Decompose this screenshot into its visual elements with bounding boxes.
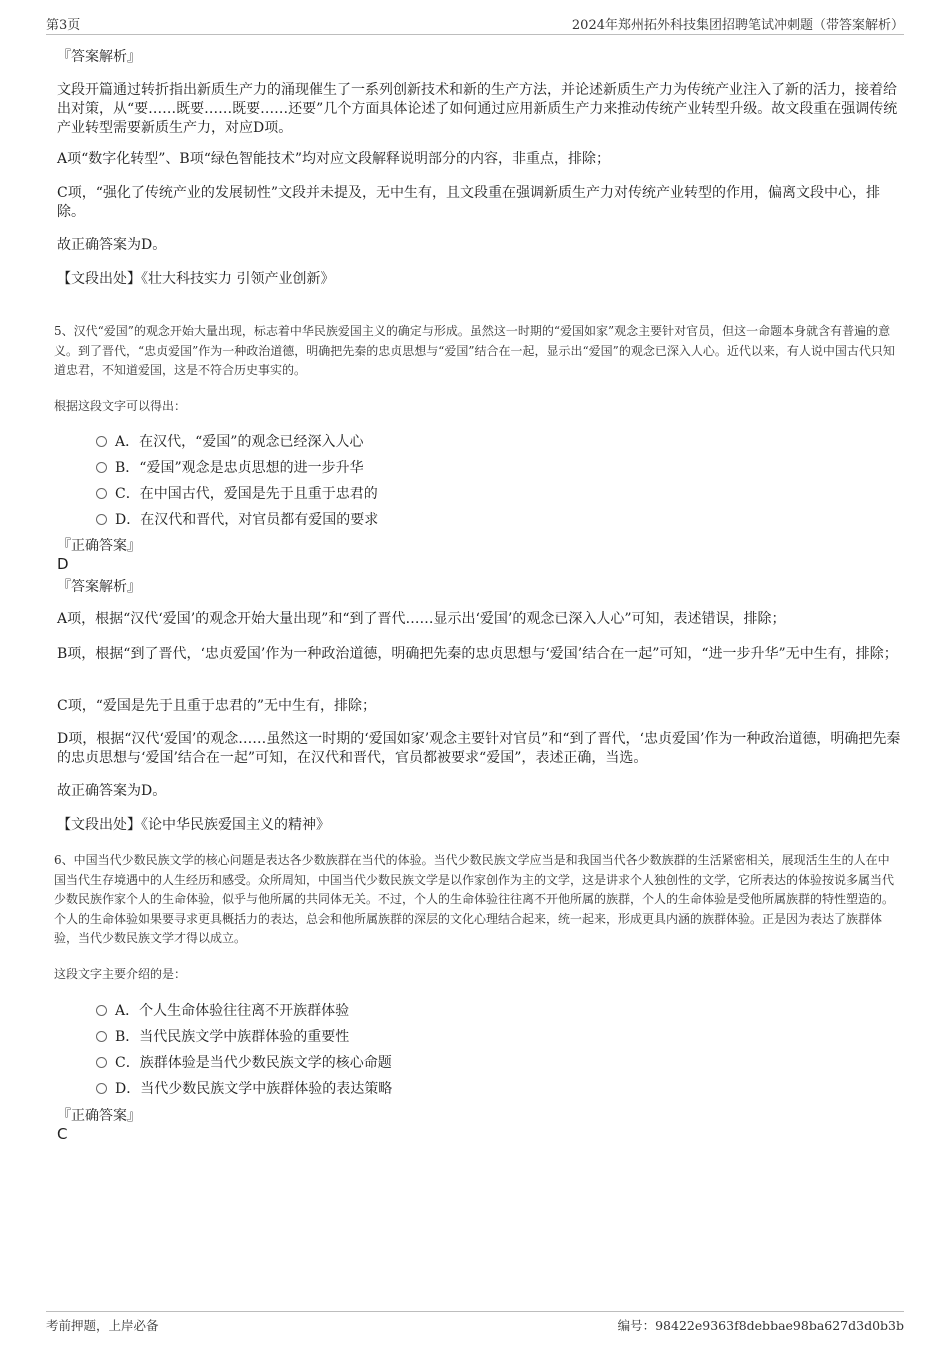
option-letter: A．	[115, 1003, 140, 1019]
answer-conclusion: 故正确答案为D。	[57, 783, 167, 799]
question-prompt: 这段文字主要介绍的是：	[54, 967, 187, 981]
option-b[interactable]	[96, 457, 364, 477]
document-code: 编号：98422e9363f8debbae98ba627d3d0b3b	[617, 1318, 904, 1333]
analysis-paragraph: C项，“强化了传统产业的发展韧性”文段并未提及，无中生有，且文段重在强调新质生产力对传统产业转型的作用，偏离文段中心，排除。	[57, 185, 881, 220]
question-stem: 5、汉代“爱国”的观念开始大量出现，标志着中华民族爱国主义的确定与形成。虽然这一时期的“爱国如家”观念主要针对官员，但这一命题本身就含有普遍的意义。到了晋代，“忠贞爱国”作为一种政治道德，明确把先秦的忠贞思想与“爱国”结合在一起，显示出“爱国”的观念已深入人心。近代以来，有人说中国古代只知道忠君，不知道爱国，这是不符合历史事实的。	[54, 324, 895, 377]
option-letter: B．	[115, 1029, 140, 1045]
correct-answer-label: 『正确答案』	[57, 538, 141, 554]
page-header	[46, 12, 904, 35]
option-text: 当代少数民族文学中族群体验的表达策略	[140, 1081, 393, 1097]
option-b[interactable]	[96, 1026, 349, 1046]
analysis-paragraph: B项，根据“到了晋代，‘忠贞爱国’作为一种政治道德，明确把先秦的忠贞思想与‘爱国’结合在一起”可知，“进一步升华”无中生有，排除；	[57, 646, 898, 662]
radio-icon[interactable]	[96, 514, 107, 525]
option-c[interactable]	[96, 483, 378, 503]
radio-icon[interactable]	[96, 1005, 107, 1016]
question-prompt: 根据这段文字可以得出：	[54, 399, 187, 413]
option-d[interactable]	[96, 1078, 392, 1098]
radio-icon[interactable]	[96, 1083, 107, 1094]
option-text: 在汉代，“爱国”的观念已经深入人心	[139, 434, 364, 450]
option-a[interactable]	[96, 431, 363, 451]
analysis-paragraph: D项，根据“汉代‘爱国’的观念……虽然这一时期的‘爱国如家’观念主要针对官员”和“到了晋代，‘忠贞爱国’作为一种政治道德，明确把先秦的忠贞思想与‘爱国’结合在一起”可知，在汉代和晋代，官员都被要求“爱国”，表述正确，当选。	[57, 731, 901, 766]
analysis-paragraph: 文段开篇通过转折指出新质生产力的涌现催生了一系列创新技术和新的生产方法，并论述新质生产力为传统产业注入了新的活力，接着给出对策，从“要……既要……既要……还要”几个方面具体论述了如何通过应用新质生产力来推动传统产业转型升级。故文段重在强调传统产业转型需要新质生产力，对应D项。	[57, 82, 898, 136]
answer-conclusion: 故正确答案为D。	[57, 237, 167, 253]
option-letter: D．	[115, 512, 141, 528]
analysis-paragraph: A项，根据“汉代‘爱国’的观念开始大量出现”和“到了晋代……显示出‘爱国’的观念已深入人心”可知，表述错误，排除；	[57, 611, 786, 627]
option-c[interactable]	[96, 1052, 392, 1072]
option-text: 个人生命体验往往离不开族群体验	[139, 1003, 350, 1019]
radio-icon[interactable]	[96, 462, 107, 473]
radio-icon[interactable]	[96, 1057, 107, 1068]
option-letter: B．	[115, 460, 140, 476]
option-letter: C．	[115, 486, 140, 502]
option-text: 在汉代和晋代，对官员都有爱国的要求	[140, 512, 379, 528]
question-stem: 6、中国当代少数民族文学的核心问题是表达各少数族群在当代的体验。当代少数民族文学应当是和我国当代各少数族群的生活紧密相关，展现活生生的人在中国当代生存境遇中的人生经历和感受。众所周知，中国当代少数民族文学是以作家创作为主的文学，这是讲求个人独创性的文学，它所表达的体验按说多属当代少数民族作家个人的生命体验，似乎与他所属的共同体无关。不过，个人的生命体验往往离不开他所属的族群，个人的生命体验是受他所属族群的特性塑造的。个人的生命体验如果要寻求更具概括力的表达，总会和他所属族群的深层的文化心理结合起来，统一起来，形成更具内涵的族群体验。正是因为表达了族群体验，当代少数民族文学才得以成立。	[54, 853, 895, 945]
passage-source: 【文段出处】《论中华民族爱国主义的精神》	[57, 817, 330, 833]
passage-source: 【文段出处】《壮大科技实力 引领产业创新》	[57, 271, 335, 287]
option-text: 在中国古代，爱国是先于且重于忠君的	[139, 486, 378, 502]
option-a[interactable]	[96, 1000, 349, 1020]
page-number: 第3页	[46, 18, 81, 33]
radio-icon[interactable]	[96, 1031, 107, 1042]
footer-slogan: 考前押题，上岸必备	[46, 1318, 159, 1333]
correct-answer-value: D	[57, 555, 69, 573]
option-letter: A．	[115, 434, 140, 450]
document-title: 2024年郑州拓外科技集团招聘笔试冲刺题（带答案解析）	[571, 18, 904, 33]
analysis-paragraph: A项“数字化转型”、B项“绿色智能技术”均对应文段解释说明部分的内容，非重点，排除；	[57, 151, 611, 167]
option-letter: C．	[115, 1055, 140, 1071]
analysis-label: 『答案解析』	[57, 579, 141, 595]
option-letter: D．	[115, 1081, 141, 1097]
page-footer	[46, 1311, 904, 1336]
option-text: “爱国”观念是忠贞思想的进一步升华	[139, 460, 364, 476]
correct-answer-value: C	[57, 1125, 68, 1143]
radio-icon[interactable]	[96, 436, 107, 447]
option-text: 当代民族文学中族群体验的重要性	[139, 1029, 350, 1045]
radio-icon[interactable]	[96, 488, 107, 499]
analysis-paragraph: C项，“爱国是先于且重于忠君的”无中生有，排除；	[57, 698, 377, 714]
analysis-label: 『答案解析』	[57, 49, 141, 65]
option-text: 族群体验是当代少数民族文学的核心命题	[139, 1055, 392, 1071]
correct-answer-label: 『正确答案』	[57, 1108, 141, 1124]
option-d[interactable]	[96, 509, 378, 529]
